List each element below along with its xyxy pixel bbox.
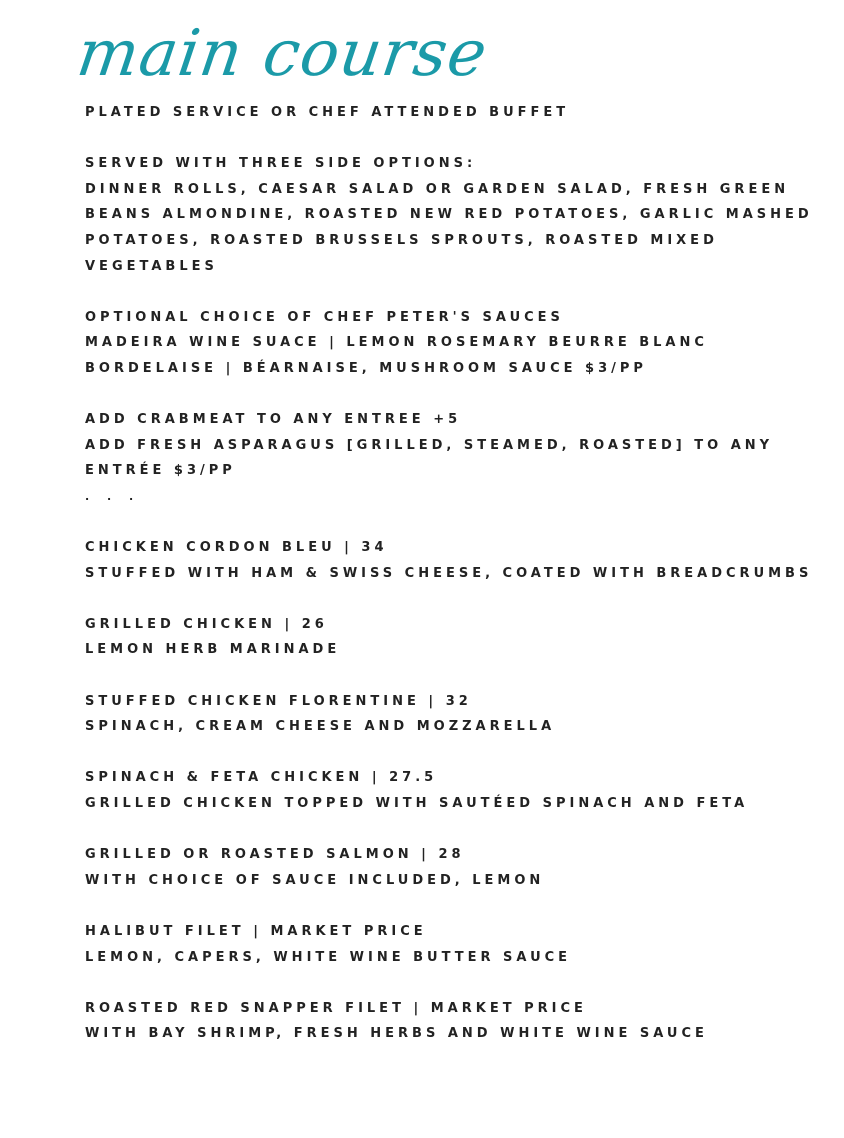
entree-description: GRILLED CHICKEN TOPPED WITH SAUTÉED SPINACH AND FETA (85, 796, 749, 812)
entree-description: LEMON HERB MARINADE (85, 642, 341, 658)
entree-description: STUFFED WITH HAM & SWISS CHEESE, COATED WITH BREADCRUMBS (85, 565, 813, 581)
addon-line: ADD FRESH ASPARAGUS [GRILLED, STEAMED, ROASTED] TO ANY (85, 437, 774, 453)
sides-line: POTATOES, ROASTED BRUSSELS SPROUTS, ROASTED MIXED (85, 232, 718, 248)
service-line: PLATED SERVICE OR CHEF ATTENDED BUFFET (85, 105, 570, 120)
menu-content (85, 100, 813, 1073)
entree-item (85, 996, 785, 1047)
entree-name: GRILLED OR ROASTED SALMON | 28 (85, 847, 465, 863)
page-title: main course (72, 17, 492, 91)
sauces-line: BORDELAISE | BÉARNAISE, MUSHROOM SAUCE $3/PP (85, 360, 647, 376)
section-separator: . . . (85, 489, 141, 503)
sauces-heading: OPTIONAL CHOICE OF CHEF PETER'S SAUCES (85, 309, 564, 325)
addons-section (85, 407, 785, 509)
entree-item (85, 842, 785, 893)
entree-name: HALIBUT FILET | MARKET PRICE (85, 924, 427, 939)
entree-item (85, 612, 785, 663)
addon-line: ENTRÉE $3/PP (85, 463, 236, 479)
sides-line: BEANS ALMONDINE, ROASTED NEW RED POTATOES, GARLIC MASHED (85, 207, 813, 223)
sauces-section (85, 305, 785, 382)
entree-description: LEMON, CAPERS, WHITE WINE BUTTER SAUCE (85, 949, 572, 965)
entree-name: SPINACH & FETA CHICKEN | 27.5 (85, 770, 438, 786)
entree-item (85, 535, 813, 586)
entree-item (85, 765, 785, 816)
entree-name: CHICKEN CORDON BLEU | 34 (85, 540, 388, 556)
sides-line: DINNER ROLLS, CAESAR SALAD OR GARDEN SALAD, FRESH GREEN (85, 181, 790, 197)
entree-item (85, 919, 785, 970)
entree-name: STUFFED CHICKEN FLORENTINE | 32 (85, 693, 472, 709)
sides-line: VEGETABLES (85, 258, 218, 274)
entree-name: GRILLED CHICKEN | 26 (85, 616, 328, 632)
addon-line: ADD CRABMEAT TO ANY ENTREE +5 (85, 412, 462, 428)
sauces-line: MADEIRA WINE SUACE | LEMON ROSEMARY BEURRE BLANC (85, 335, 708, 351)
service-section (85, 100, 785, 126)
entree-item (85, 689, 785, 740)
entree-description: SPINACH, CREAM CHEESE AND MOZZARELLA (85, 719, 556, 735)
sides-heading: SERVED WITH THREE SIDE OPTIONS: (85, 156, 477, 172)
sides-section (85, 151, 813, 279)
entree-name: ROASTED RED SNAPPER FILET | MARKET PRICE (85, 1000, 587, 1016)
entree-description: WITH CHOICE OF SAUCE INCLUDED, LEMON (85, 872, 545, 888)
entree-description: WITH BAY SHRIMP, FRESH HERBS AND WHITE WINE SAUCE (85, 1026, 708, 1042)
